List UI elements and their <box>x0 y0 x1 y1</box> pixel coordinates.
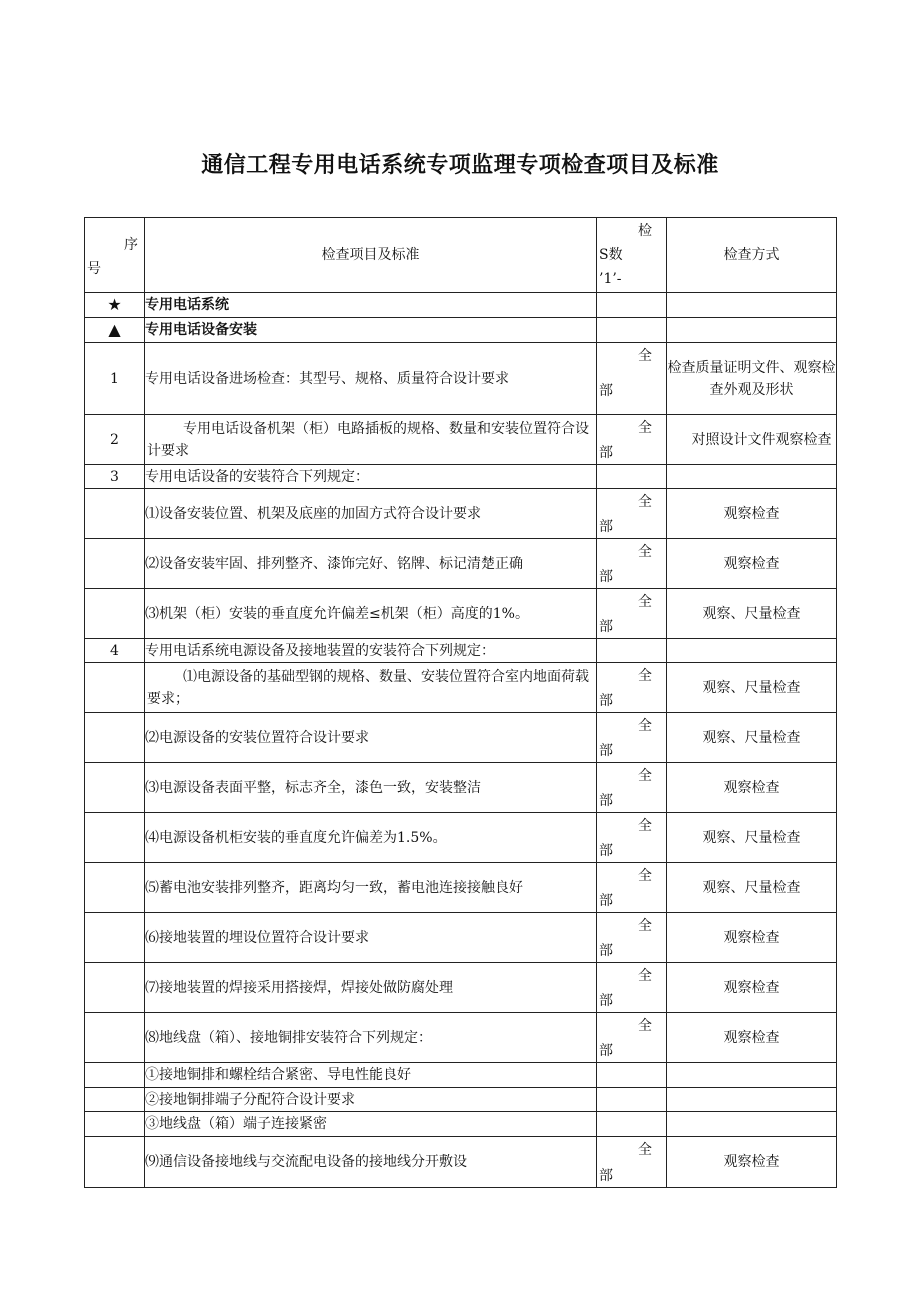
table-row <box>85 663 837 713</box>
row-seq: 4 <box>85 639 145 663</box>
table-row <box>85 415 837 465</box>
row-method: 观察、尺量检查 <box>667 663 837 713</box>
row-count <box>597 343 667 415</box>
header-count <box>597 218 667 293</box>
row-item: 专用电话设备进场检查：其型号、规格、质量符合设计要求 <box>145 343 597 415</box>
count-top: 全 <box>638 348 652 364</box>
header-item: 检查项目及标准 <box>145 218 597 293</box>
table-row <box>85 639 837 663</box>
count-top: 全 <box>638 494 652 510</box>
table-row <box>85 763 837 813</box>
table-row <box>85 713 837 763</box>
row-method: 观察检查 <box>667 913 837 963</box>
row-method: 观察检查 <box>667 489 837 539</box>
row-item: ⑶机架（柜）安装的垂直度允许偏差≤机架（柜）高度的1%。 <box>145 589 597 639</box>
count-top: 全 <box>638 544 652 560</box>
count-top: 全 <box>638 918 652 934</box>
count-top: 全 <box>638 868 652 884</box>
header-seq-top: 序 <box>124 237 138 253</box>
row-method: 观察、尺量检查 <box>667 713 837 763</box>
row-count <box>597 663 667 713</box>
count-top: 全 <box>638 968 652 984</box>
table-row <box>85 1063 837 1088</box>
row-seq: 1 <box>85 343 145 415</box>
table-row <box>85 489 837 539</box>
table-row <box>85 863 837 913</box>
row-item: 专用电话设备机架（柜）电路插板的规格、数量和安装位置符合设计要求 <box>145 415 597 465</box>
count-bottom: 部 <box>599 569 613 585</box>
count-top: 全 <box>638 1018 652 1034</box>
row-method: 观察、尺量检查 <box>667 589 837 639</box>
table-row <box>85 813 837 863</box>
row-method: 观察检查 <box>667 1137 837 1188</box>
row-method: 对照设计文件观察检查 <box>667 415 837 465</box>
table-row <box>85 1112 837 1137</box>
count-bottom: 部 <box>599 445 613 461</box>
count-bottom: 部 <box>599 943 613 959</box>
row-method: 观察检查 <box>667 763 837 813</box>
row-count <box>597 1137 667 1188</box>
count-top: 全 <box>638 768 652 784</box>
page-title: 通信工程专用电话系统专项监理专项检查项目及标准 <box>201 153 719 178</box>
row-count <box>597 489 667 539</box>
table-row <box>85 1013 837 1063</box>
row-item: 专用电话系统电源设备及接地装置的安装符合下列规定： <box>145 639 597 663</box>
count-top: 全 <box>638 420 652 436</box>
row-item: ⑻地线盘（箱）、接地铜排安装符合下列规定： <box>145 1013 597 1063</box>
count-bottom: 部 <box>599 993 613 1009</box>
row-item: ⑷电源设备机柜安装的垂直度允许偏差为1.5%。 <box>145 813 597 863</box>
row-count <box>597 713 667 763</box>
count-bottom: 部 <box>599 793 613 809</box>
star-icon: ★ <box>85 293 145 318</box>
table-row <box>85 343 837 415</box>
row-item: ①接地铜排和螺栓结合紧密、导电性能良好 <box>145 1063 597 1088</box>
row-count <box>597 763 667 813</box>
row-count <box>597 813 667 863</box>
row-item: ⑺接地装置的焊接采用搭接焊，焊接处做防腐处理 <box>145 963 597 1013</box>
count-top: 全 <box>638 1142 652 1158</box>
row-method: 观察检查 <box>667 1013 837 1063</box>
row-item: ⑴电源设备的基础型钢的规格、数量、安装位置符合室内地面荷载要求； <box>145 663 597 713</box>
row-count <box>597 1013 667 1063</box>
row-method: 检查质量证明文件、观察检查外观及形状 <box>667 343 837 415</box>
section-row-install <box>85 318 837 343</box>
table-row <box>85 589 837 639</box>
table-row <box>85 913 837 963</box>
row-item: ⑶电源设备表面平整，标志齐全，漆色一致，安装整洁 <box>145 763 597 813</box>
triangle-icon: ▲ <box>85 318 145 343</box>
row-item: ⑵电源设备的安装位置符合设计要求 <box>145 713 597 763</box>
count-bottom: 部 <box>599 383 613 399</box>
header-count-bottom: ’1’- <box>599 271 622 287</box>
table-row <box>85 1137 837 1188</box>
row-item: ⑴设备安装位置、机架及底座的加固方式符合设计要求 <box>145 489 597 539</box>
count-top: 全 <box>638 594 652 610</box>
count-bottom: 部 <box>599 1168 613 1184</box>
count-top: 全 <box>638 718 652 734</box>
table-row <box>85 963 837 1013</box>
count-bottom: 部 <box>599 743 613 759</box>
header-seq-bottom: 号 <box>87 261 101 277</box>
row-seq: 2 <box>85 415 145 465</box>
row-item: ⑼通信设备接地线与交流配电设备的接地线分开敷设 <box>145 1137 597 1188</box>
table-row <box>85 1088 837 1112</box>
header-count-top: 检 <box>638 223 652 239</box>
count-top: 全 <box>638 668 652 684</box>
row-count <box>597 863 667 913</box>
header-seq <box>85 218 145 293</box>
row-method: 观察、尺量检查 <box>667 813 837 863</box>
row-item: ③地线盘（箱）端子连接紧密 <box>145 1112 597 1137</box>
section-label-install: 专用电话设备安装 <box>145 318 597 343</box>
row-count <box>597 589 667 639</box>
row-seq: 3 <box>85 465 145 489</box>
row-method: 观察、尺量检查 <box>667 863 837 913</box>
row-count <box>597 539 667 589</box>
row-method: 观察检查 <box>667 963 837 1013</box>
inspection-table <box>84 217 837 1188</box>
row-count <box>597 415 667 465</box>
row-item: 专用电话设备的安装符合下列规定： <box>145 465 597 489</box>
row-count <box>597 963 667 1013</box>
count-bottom: 部 <box>599 519 613 535</box>
count-top: 全 <box>638 818 652 834</box>
row-item: ②接地铜排端子分配符合设计要求 <box>145 1088 597 1112</box>
section-label-system: 专用电话系统 <box>145 293 597 318</box>
row-item: ⑸蓄电池安装排列整齐，距离均匀一致，蓄电池连接接触良好 <box>145 863 597 913</box>
header-count-mid: S数 <box>599 247 623 263</box>
header-method: 检查方式 <box>667 218 837 293</box>
row-item: ⑹接地装置的埋设位置符合设计要求 <box>145 913 597 963</box>
count-bottom: 部 <box>599 693 613 709</box>
count-bottom: 部 <box>599 1043 613 1059</box>
count-bottom: 部 <box>599 843 613 859</box>
row-item: ⑵设备安装牢固、排列整齐、漆饰完好、铭牌、标记清楚正确 <box>145 539 597 589</box>
count-bottom: 部 <box>599 619 613 635</box>
table-header-row <box>85 218 837 293</box>
row-count <box>597 913 667 963</box>
table-row <box>85 465 837 489</box>
table-row <box>85 539 837 589</box>
count-bottom: 部 <box>599 893 613 909</box>
row-method: 观察检查 <box>667 539 837 589</box>
section-row-system <box>85 293 837 318</box>
